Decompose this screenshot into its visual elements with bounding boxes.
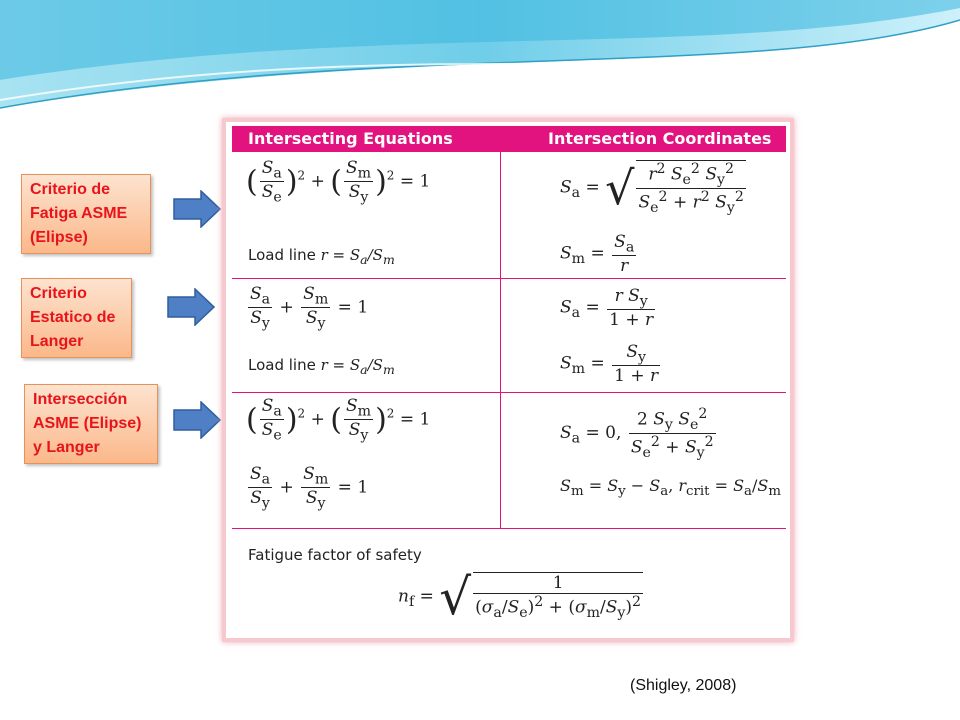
equations-table (222, 118, 794, 642)
equation-one: 1 (419, 171, 431, 192)
zero-value: 0, (605, 423, 622, 444)
arrow-right-icon (167, 288, 215, 326)
label-langer-static (21, 278, 132, 358)
row-divider (232, 278, 786, 279)
load-line-1: Load line $r = S_a/S_m$ (248, 246, 395, 267)
coord-sm-intersection: $S_m = S_y - S_a$, $r_{crit} = S_a/S_m$ (560, 476, 781, 500)
load-line-label: Load line (248, 356, 316, 374)
coord-sa-intersection: $S_a = 0$, $\frac{2 S_y S_e^2}{S_e^2 + S_y^2}$ (560, 406, 714, 462)
label-intersection (24, 384, 158, 464)
label-asme-ellipse (21, 174, 151, 254)
load-line-2: Load line $r = S_a/S_m$ (248, 356, 395, 377)
citation: (Shigley, 2008) (630, 677, 737, 694)
equation-langer-2: $\frac{S_a}{S_y}$ + $\frac{S_m}{S_y}$ = 1 (250, 464, 369, 512)
equation-asme-ellipse-2: ( $\frac{S_a}{S_e}$ )$^2$ + ( $\frac{S_m}{S_y}$ )$^2$ = 1 (246, 396, 431, 444)
load-line-label: Load line (248, 246, 316, 264)
coord-sa-ellipse: $S_a$ = √ $\frac{r^2 S_e^2 S_y^2}{S_e^2 + r^2 S_y^2}$ (560, 161, 744, 217)
column-divider (500, 152, 501, 528)
crit-subscript: crit (686, 484, 710, 500)
row-divider (232, 528, 786, 529)
table-header (232, 126, 786, 152)
equation-one: 1 (419, 409, 431, 430)
header-intersecting-equations: Intersecting Equations (248, 129, 453, 148)
row-divider (232, 392, 786, 393)
coord-sm-langer: $S_m$ = $\frac{S_y}{1 + r}$ (560, 342, 659, 387)
equation-asme-ellipse: ( $\frac{S_a}{S_e}$ )$^2$ + ( $\frac{S_m}{S_y}$ )$^2$ = 1 (246, 158, 431, 206)
background-wave (0, 0, 960, 120)
coord-sm-ellipse: $S_m$ = $\frac{S_a}{r}$ (560, 232, 635, 277)
label-intersection-text: Intersección ASME (Elipse) y Langer (33, 391, 142, 456)
header-intersection-coordinates: Intersection Coordinates (548, 129, 772, 148)
fatigue-numerator: 1 (473, 573, 643, 594)
label-asme-ellipse-text: Criterio de Fatiga ASME (Elipse) (30, 181, 128, 246)
arrow-right-icon (173, 401, 221, 439)
coord-sa-langer: $S_a$ = $\frac{r S_y}{1 + r}$ (560, 286, 654, 331)
arrow-right-icon (173, 190, 221, 228)
equation-fatigue-factor: $n_f$ = √ $\frac{1}{(\sigma_a/S_e)^2 + (\sigma_m/S_y)^2}$ (398, 568, 642, 626)
label-langer-static-text: Criterio Estatico de Langer (30, 285, 116, 350)
fatigue-factor-label: Fatigue factor of safety (248, 546, 422, 564)
equation-one: 1 (357, 297, 369, 318)
equation-langer: $\frac{S_a}{S_y}$ + $\frac{S_m}{S_y}$ = 1 (250, 284, 369, 332)
equation-one: 1 (357, 477, 369, 498)
